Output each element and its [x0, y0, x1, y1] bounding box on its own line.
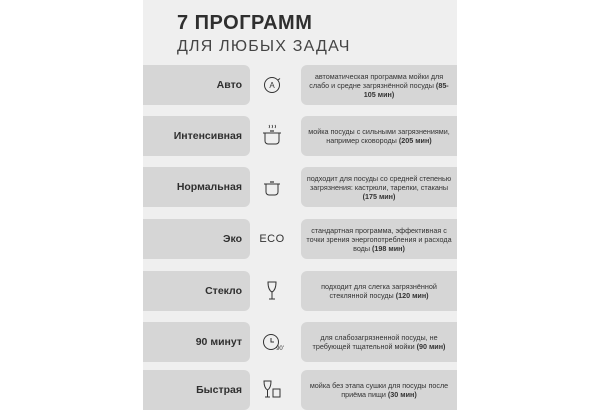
timer-90-icon — [256, 326, 288, 358]
program-name: Авто — [143, 65, 250, 105]
program-name: Эко — [143, 219, 250, 259]
program-description: мойка без этапа сушки для посуды после приёма пищи (30 мин) — [301, 370, 457, 410]
eco-icon — [256, 223, 288, 255]
program-row-eco — [143, 219, 457, 259]
svg-text:90': 90' — [276, 346, 284, 352]
program-description: мойка посуды с сильными загрязнениями, например сковороды (205 мин) — [301, 116, 457, 156]
pot-outline-icon — [256, 171, 288, 203]
program-row-90-min — [143, 322, 457, 362]
program-description: подходит для посуды со средней степенью загрязнения: кастрюли, тарелки, стаканы (175 мин) — [301, 167, 457, 207]
program-row-normal — [143, 167, 457, 207]
svg-text:A: A — [269, 81, 275, 90]
program-name: Нормальная — [143, 167, 250, 207]
auto-icon — [256, 69, 288, 101]
pot-icon — [256, 120, 288, 152]
program-description: стандартная программа, эффективная с точки зрения энергопотребления и расхода воды (198 мин) — [301, 219, 457, 259]
program-description: подходит для слегка загрязнённой стеклянной посуды (120 мин) — [301, 271, 457, 311]
program-name: Быстрая — [143, 370, 250, 410]
program-description: автоматическая программа мойки для слабо и средне загрязнённой посуды (85-105 мин) — [301, 65, 457, 105]
program-row-glass — [143, 271, 457, 311]
title-line-2: ДЛЯ ЛЮБЫХ ЗАДАЧ — [177, 38, 351, 55]
glass-icon — [256, 275, 288, 307]
glass-cup-icon — [256, 374, 288, 406]
program-description: для слабозагрязненной посуды, не требующей тщательной мойки (90 мин) — [301, 322, 457, 362]
program-name: 90 минут — [143, 322, 250, 362]
program-name: Интенсивная — [143, 116, 250, 156]
program-row-quick — [143, 370, 457, 410]
program-name: Стекло — [143, 271, 250, 311]
title-line-1: 7 ПРОГРАММ — [177, 12, 313, 34]
program-row-intensive — [143, 116, 457, 156]
program-row-auto — [143, 65, 457, 105]
eco-icon-label: ECO — [259, 233, 285, 245]
